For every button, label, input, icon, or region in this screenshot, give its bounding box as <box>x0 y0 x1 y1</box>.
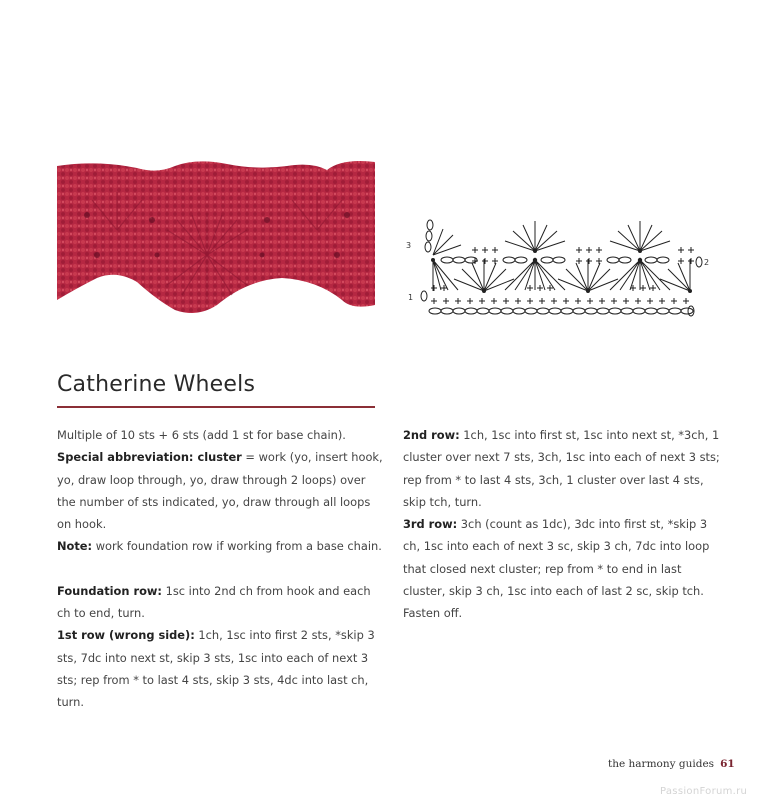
book-title: the harmony guides <box>608 758 715 770</box>
row-2: 2nd row: 1ch, 1sc into first st, 1sc into next st, *3ch, 1 cluster over next 7 sts, 3ch, 1sc into each of next 3 sts; rep from * to last 4 sts, 3ch, 1 cluster over last 4 sts, skip tch, turn. <box>403 428 720 509</box>
fasten-off: Fasten off. <box>403 606 463 621</box>
swatch-photo <box>57 160 375 318</box>
note: Note: work foundation row if working from a base chain. <box>57 539 382 554</box>
title-divider <box>57 406 375 408</box>
row-3: 3rd row: 3ch (count as 1dc), 3dc into first st, *skip 3 ch, 1sc into each of next 3 sc, skip 3 ch, 7dc into loop that closed next cluster; rep from * to end in last cluster, skip 3 ch, 1sc into each of last 2 sc, skip tch. <box>403 517 710 599</box>
row-label-3: 3 <box>406 241 412 250</box>
foundation-row: Foundation row: 1sc into 2nd ch from hook and each ch to end, turn. <box>57 583 371 621</box>
crochet-chart <box>400 215 710 320</box>
pattern-title: Catherine Wheels <box>57 372 256 397</box>
base-chain <box>429 306 694 316</box>
stitch-multiple: Multiple of 10 sts + 6 sts (add 1 st for base chain). <box>57 428 346 442</box>
special-abbreviation: Special abbreviation: cluster = work (yo, insert hook, yo, draw loop through, yo, draw through 2 loops) over the number of sts indicated, yo, draw through all loops on hook. <box>57 450 383 532</box>
row-1: 1st row (wrong side): 1ch, 1sc into first 2 sts, *skip 3 sts, 7dc into next st, skip 3 sts, 1sc into each of next 3 sts; rep from * to last 4 sts, skip 3 sts, 4dc into last ch, turn. <box>57 628 375 710</box>
page-footer <box>608 758 735 770</box>
instructions-right-column <box>403 424 723 625</box>
row-label-1: 1 <box>408 293 414 302</box>
watermark: PassionForum.ru <box>660 786 748 797</box>
page-number: 61 <box>720 758 735 770</box>
instructions-left-column <box>57 424 387 714</box>
row-label-2: 2 <box>704 258 710 267</box>
